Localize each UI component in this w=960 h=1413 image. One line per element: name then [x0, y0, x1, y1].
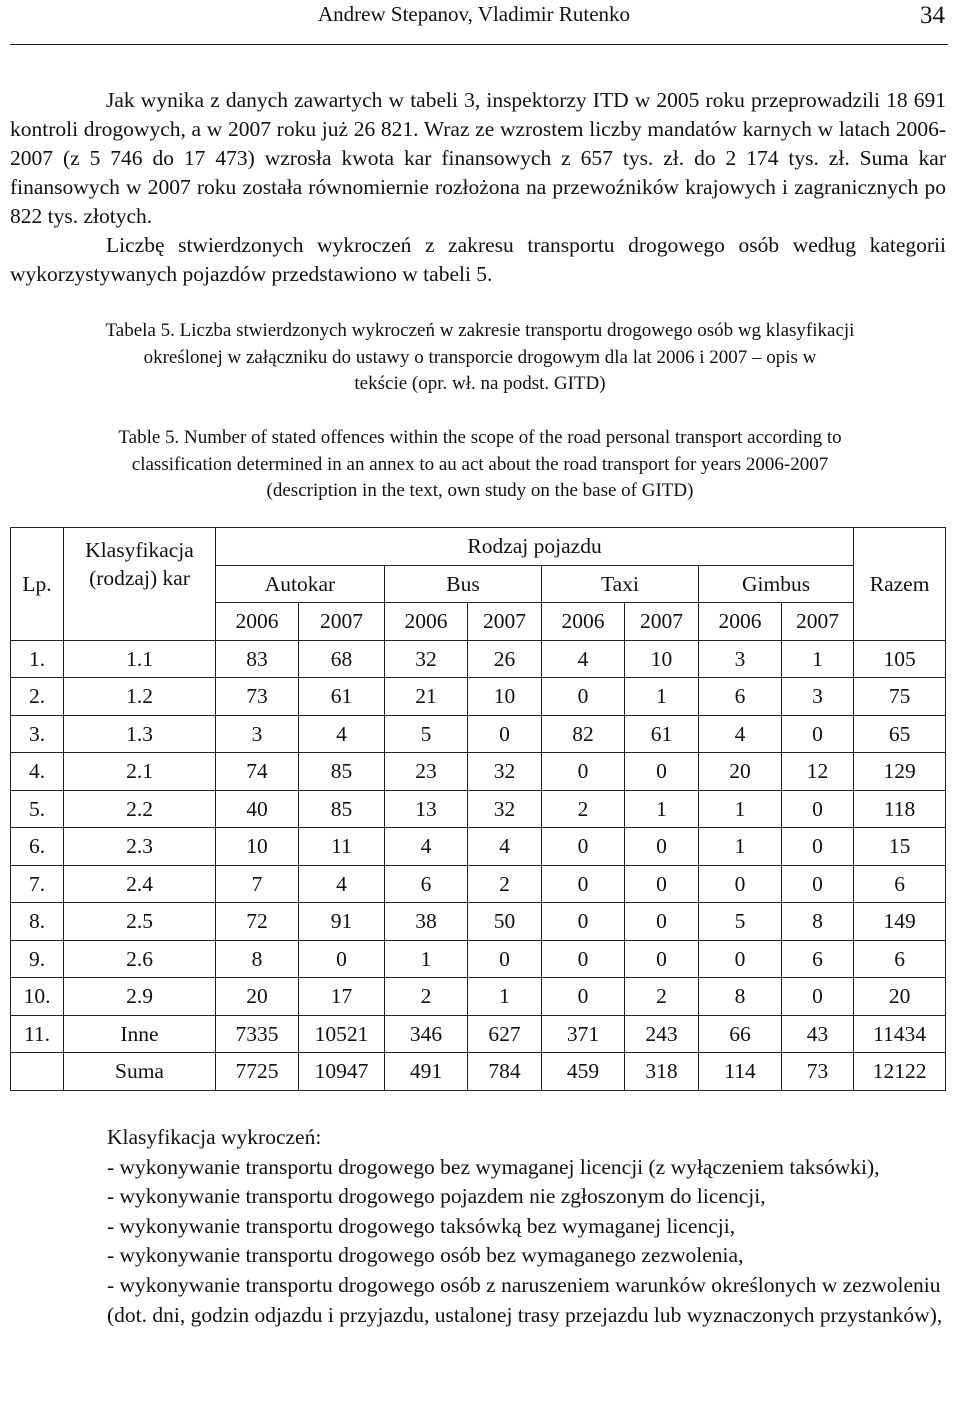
table-row	[11, 753, 946, 791]
table-cell: 784	[468, 1053, 542, 1091]
caption-en-line-2: classification determined in an annex to au act about the road transport for years 2006-2007	[131, 453, 829, 475]
header-vehicle-taxi: Taxi	[542, 565, 699, 603]
table-cell: 5.	[11, 790, 64, 828]
table-cell: 8.	[11, 903, 64, 941]
table-cell: 0	[782, 828, 854, 866]
table-cell: 15	[854, 828, 946, 866]
table-cell: 7335	[216, 1015, 299, 1053]
table-cell: 2.4	[64, 865, 216, 903]
table-cell: 1.3	[64, 715, 216, 753]
table-cell: 0	[468, 715, 542, 753]
header-year: 2006	[699, 603, 782, 641]
table-cell: 346	[385, 1015, 468, 1053]
running-header	[10, 0, 948, 45]
table-cell: 1	[699, 790, 782, 828]
notes-item-2: - wykonywanie transportu drogowego pojazdem nie zgłoszonym do licencji,	[107, 1184, 766, 1209]
table-cell: 0	[782, 978, 854, 1016]
table-cell: 0	[625, 903, 699, 941]
table-row	[11, 1015, 946, 1053]
table-cell: 4	[699, 715, 782, 753]
table-cell: 7.	[11, 865, 64, 903]
table-cell: Suma	[64, 1053, 216, 1091]
header-year: 2007	[299, 603, 385, 641]
table-cell: 2.5	[64, 903, 216, 941]
table-row	[11, 940, 946, 978]
table-cell: 82	[542, 715, 625, 753]
table-cell: 8	[782, 903, 854, 941]
table-cell: 4	[299, 715, 385, 753]
table-cell: 6	[385, 865, 468, 903]
caption-en-line-1: Table 5. Number of stated offences within the scope of the road personal transport according to	[118, 427, 842, 448]
table-row	[11, 715, 946, 753]
table-cell: 459	[542, 1053, 625, 1091]
table-cell: 17	[299, 978, 385, 1016]
notes-item-1: - wykonywanie transportu drogowego bez wymaganej licencji (z wyłączeniem taksówki),	[107, 1154, 880, 1179]
table-cell: 13	[385, 790, 468, 828]
table-cell: 491	[385, 1053, 468, 1091]
table-cell: 68	[299, 640, 385, 678]
table-cell: 243	[625, 1015, 699, 1053]
table-cell: 10.	[11, 978, 64, 1016]
header-year: 2006	[216, 603, 299, 641]
table-cell: 38	[385, 903, 468, 941]
table-cell: 11.	[11, 1015, 64, 1053]
header-authors: Andrew Stepanov, Vladimir Rutenko	[318, 2, 631, 26]
table-cell: 2	[385, 978, 468, 1016]
table-cell: 6	[854, 865, 946, 903]
table-cell: 2	[468, 865, 542, 903]
table-cell: 3.	[11, 715, 64, 753]
header-year: 2007	[782, 603, 854, 641]
table-cell: 1	[385, 940, 468, 978]
table-cell: 4	[542, 640, 625, 678]
caption-pl-line-3: tekście (opr. wł. na podst. GITD)	[354, 373, 606, 394]
table-row	[11, 865, 946, 903]
table-cell: 1	[468, 978, 542, 1016]
table-cell: Inne	[64, 1015, 216, 1053]
table-cell: 0	[625, 753, 699, 791]
table-cell: 85	[299, 753, 385, 791]
table-cell: 73	[216, 678, 299, 716]
table-cell: 3	[699, 640, 782, 678]
table-cell: 10	[625, 640, 699, 678]
table-cell: 0	[625, 865, 699, 903]
table-cell: 2.9	[64, 978, 216, 1016]
table-cell: 0	[782, 715, 854, 753]
table-cell: 11434	[854, 1015, 946, 1053]
table-row	[11, 903, 946, 941]
table-cell: 3	[216, 715, 299, 753]
table-cell: 129	[854, 753, 946, 791]
table-cell: 0	[782, 865, 854, 903]
table-cell: 20	[699, 753, 782, 791]
header-year: 2007	[468, 603, 542, 641]
offences-table	[10, 527, 946, 1091]
header-vehicle-autokar: Autokar	[216, 565, 385, 603]
table-cell: 6.	[11, 828, 64, 866]
table-row	[11, 790, 946, 828]
table-cell: 72	[216, 903, 299, 941]
table-cell: 32	[468, 753, 542, 791]
table-cell: 2.2	[64, 790, 216, 828]
table-cell: 10	[468, 678, 542, 716]
table-caption-english	[0, 425, 960, 505]
table-cell: 12	[782, 753, 854, 791]
intro-paragraph-2: Liczbę stwierdzonych wykroczeń z zakresu transportu drogowego osób według kategorii wykorzystywanych pojazdów przedstawiono w tabeli 5.	[10, 233, 946, 286]
table-cell: 0	[625, 828, 699, 866]
caption-pl-line-1: Tabela 5. Liczba stwierdzonych wykroczeń w zakresie transportu drogowego osób wg klasyfikacji	[105, 320, 855, 341]
table-cell: 2	[625, 978, 699, 1016]
table-cell: 6	[699, 678, 782, 716]
caption-en-line-3: (description in the text, own study on the base of GITD)	[266, 480, 694, 501]
table-cell: 0	[542, 978, 625, 1016]
table-cell: 0	[542, 865, 625, 903]
table-cell: 6	[782, 940, 854, 978]
table-body	[11, 640, 946, 1090]
table-cell: 627	[468, 1015, 542, 1053]
table-row	[11, 678, 946, 716]
classification-notes	[10, 1123, 946, 1330]
table-cell: 20	[216, 978, 299, 1016]
table-cell: 318	[625, 1053, 699, 1091]
table-cell: 21	[385, 678, 468, 716]
header-classification-line-1: Klasyfikacja	[85, 538, 194, 562]
table-cell: 83	[216, 640, 299, 678]
table-cell: 74	[216, 753, 299, 791]
table-cell: 2.3	[64, 828, 216, 866]
table-cell: 73	[782, 1053, 854, 1091]
table-cell: 4	[468, 828, 542, 866]
table-row	[11, 1053, 946, 1091]
table-cell: 23	[385, 753, 468, 791]
table-cell: 0	[542, 903, 625, 941]
table-cell: 5	[385, 715, 468, 753]
table-cell: 1	[699, 828, 782, 866]
table-cell: 43	[782, 1015, 854, 1053]
header-year: 2007	[625, 603, 699, 641]
header-year: 2006	[542, 603, 625, 641]
table-cell: 0	[299, 940, 385, 978]
table-cell: 0	[468, 940, 542, 978]
table-cell: 4	[385, 828, 468, 866]
table-cell: 8	[216, 940, 299, 978]
table-cell: 7725	[216, 1053, 299, 1091]
header-classification-line-2: (rodzaj) kar	[89, 566, 190, 590]
table-cell: 10521	[299, 1015, 385, 1053]
table-cell: 0	[542, 678, 625, 716]
table-cell: 3	[782, 678, 854, 716]
table-cell: 114	[699, 1053, 782, 1091]
table-cell: 4	[299, 865, 385, 903]
table-cell: 0	[699, 940, 782, 978]
header-classification	[64, 528, 216, 641]
table-cell: 0	[542, 940, 625, 978]
table-cell: 4.	[11, 753, 64, 791]
intro-paragraph-1: Jak wynika z danych zawartych w tabeli 3, inspektorzy ITD w 2005 roku przeprowadzili 18 691 kontroli drogowych, a w 2007 roku już 26 821. Wraz ze wzrostem liczby mandatów karnych w latach 2006-2007 (z 5 746 do 17 473) wzrosła kwota kar finansowych z 657 tys. zł. do 2 174 tys. zł. Suma kar finansowych w 2007 roku została równomiernie rozłożona na przewoźników krajowych i zagranicznych po 822 tys. złotych.	[10, 88, 946, 228]
notes-item-3: - wykonywanie transportu drogowego taksówką bez wymaganej licencji,	[107, 1213, 736, 1238]
table-cell: 8	[699, 978, 782, 1016]
table-caption-polish	[0, 318, 960, 398]
table-cell: 118	[854, 790, 946, 828]
table-cell: 1.2	[64, 678, 216, 716]
intro-text	[10, 86, 946, 289]
header-vehicle-gimbus: Gimbus	[699, 565, 854, 603]
table-cell: 9.	[11, 940, 64, 978]
table-cell: 5	[699, 903, 782, 941]
table-cell: 75	[854, 678, 946, 716]
notes-item-5: - wykonywanie transportu drogowego osób z naruszeniem warunków określonych w zezwoleniu	[107, 1272, 941, 1297]
table-cell: 0	[782, 790, 854, 828]
header-year: 2006	[385, 603, 468, 641]
notes-heading: Klasyfikacja wykroczeń:	[107, 1125, 322, 1149]
table-cell: 26	[468, 640, 542, 678]
table-cell: 0	[625, 940, 699, 978]
table-cell: 2.	[11, 678, 64, 716]
table-cell: 105	[854, 640, 946, 678]
table-cell: 1	[625, 790, 699, 828]
table-cell: 2.1	[64, 753, 216, 791]
page-number: 34	[920, 2, 945, 29]
table-cell: 6	[854, 940, 946, 978]
table-cell: 2.6	[64, 940, 216, 978]
table-cell: 10	[216, 828, 299, 866]
table-cell: 1.	[11, 640, 64, 678]
header-lp: Lp.	[11, 528, 64, 641]
table-cell: 40	[216, 790, 299, 828]
notes-item-6: (dot. dni, godzin odjazdu i przyjazdu, ustalonej trasy przejazdu lub wyznaczonych przystanków),	[107, 1302, 943, 1327]
table-cell: 61	[299, 678, 385, 716]
table-cell: 0	[542, 828, 625, 866]
table-cell: 91	[299, 903, 385, 941]
table-cell: 61	[625, 715, 699, 753]
table-cell	[11, 1053, 64, 1091]
table-cell: 1.1	[64, 640, 216, 678]
table-cell: 0	[699, 865, 782, 903]
table-cell: 32	[385, 640, 468, 678]
table-cell: 1	[625, 678, 699, 716]
table-cell: 2	[542, 790, 625, 828]
table-row	[11, 978, 946, 1016]
table-cell: 7	[216, 865, 299, 903]
header-vehicle-bus: Bus	[385, 565, 542, 603]
table-cell: 20	[854, 978, 946, 1016]
header-vehicle-type: Rodzaj pojazdu	[216, 528, 854, 566]
table-cell: 371	[542, 1015, 625, 1053]
table-cell: 10947	[299, 1053, 385, 1091]
caption-pl-line-2: określonej w załączniku do ustawy o transporcie drogowym dla lat 2006 i 2007 – opis w	[143, 346, 817, 368]
table-cell: 65	[854, 715, 946, 753]
table-cell: 149	[854, 903, 946, 941]
table-row	[11, 640, 946, 678]
table-cell: 11	[299, 828, 385, 866]
table-row	[11, 828, 946, 866]
table-cell: 32	[468, 790, 542, 828]
table-cell: 1	[782, 640, 854, 678]
table-cell: 85	[299, 790, 385, 828]
notes-item-4: - wykonywanie transportu drogowego osób bez wymaganego zezwolenia,	[107, 1243, 744, 1268]
table-cell: 0	[542, 753, 625, 791]
table-cell: 66	[699, 1015, 782, 1053]
header-total: Razem	[854, 528, 946, 641]
table-cell: 50	[468, 903, 542, 941]
table-cell: 12122	[854, 1053, 946, 1091]
